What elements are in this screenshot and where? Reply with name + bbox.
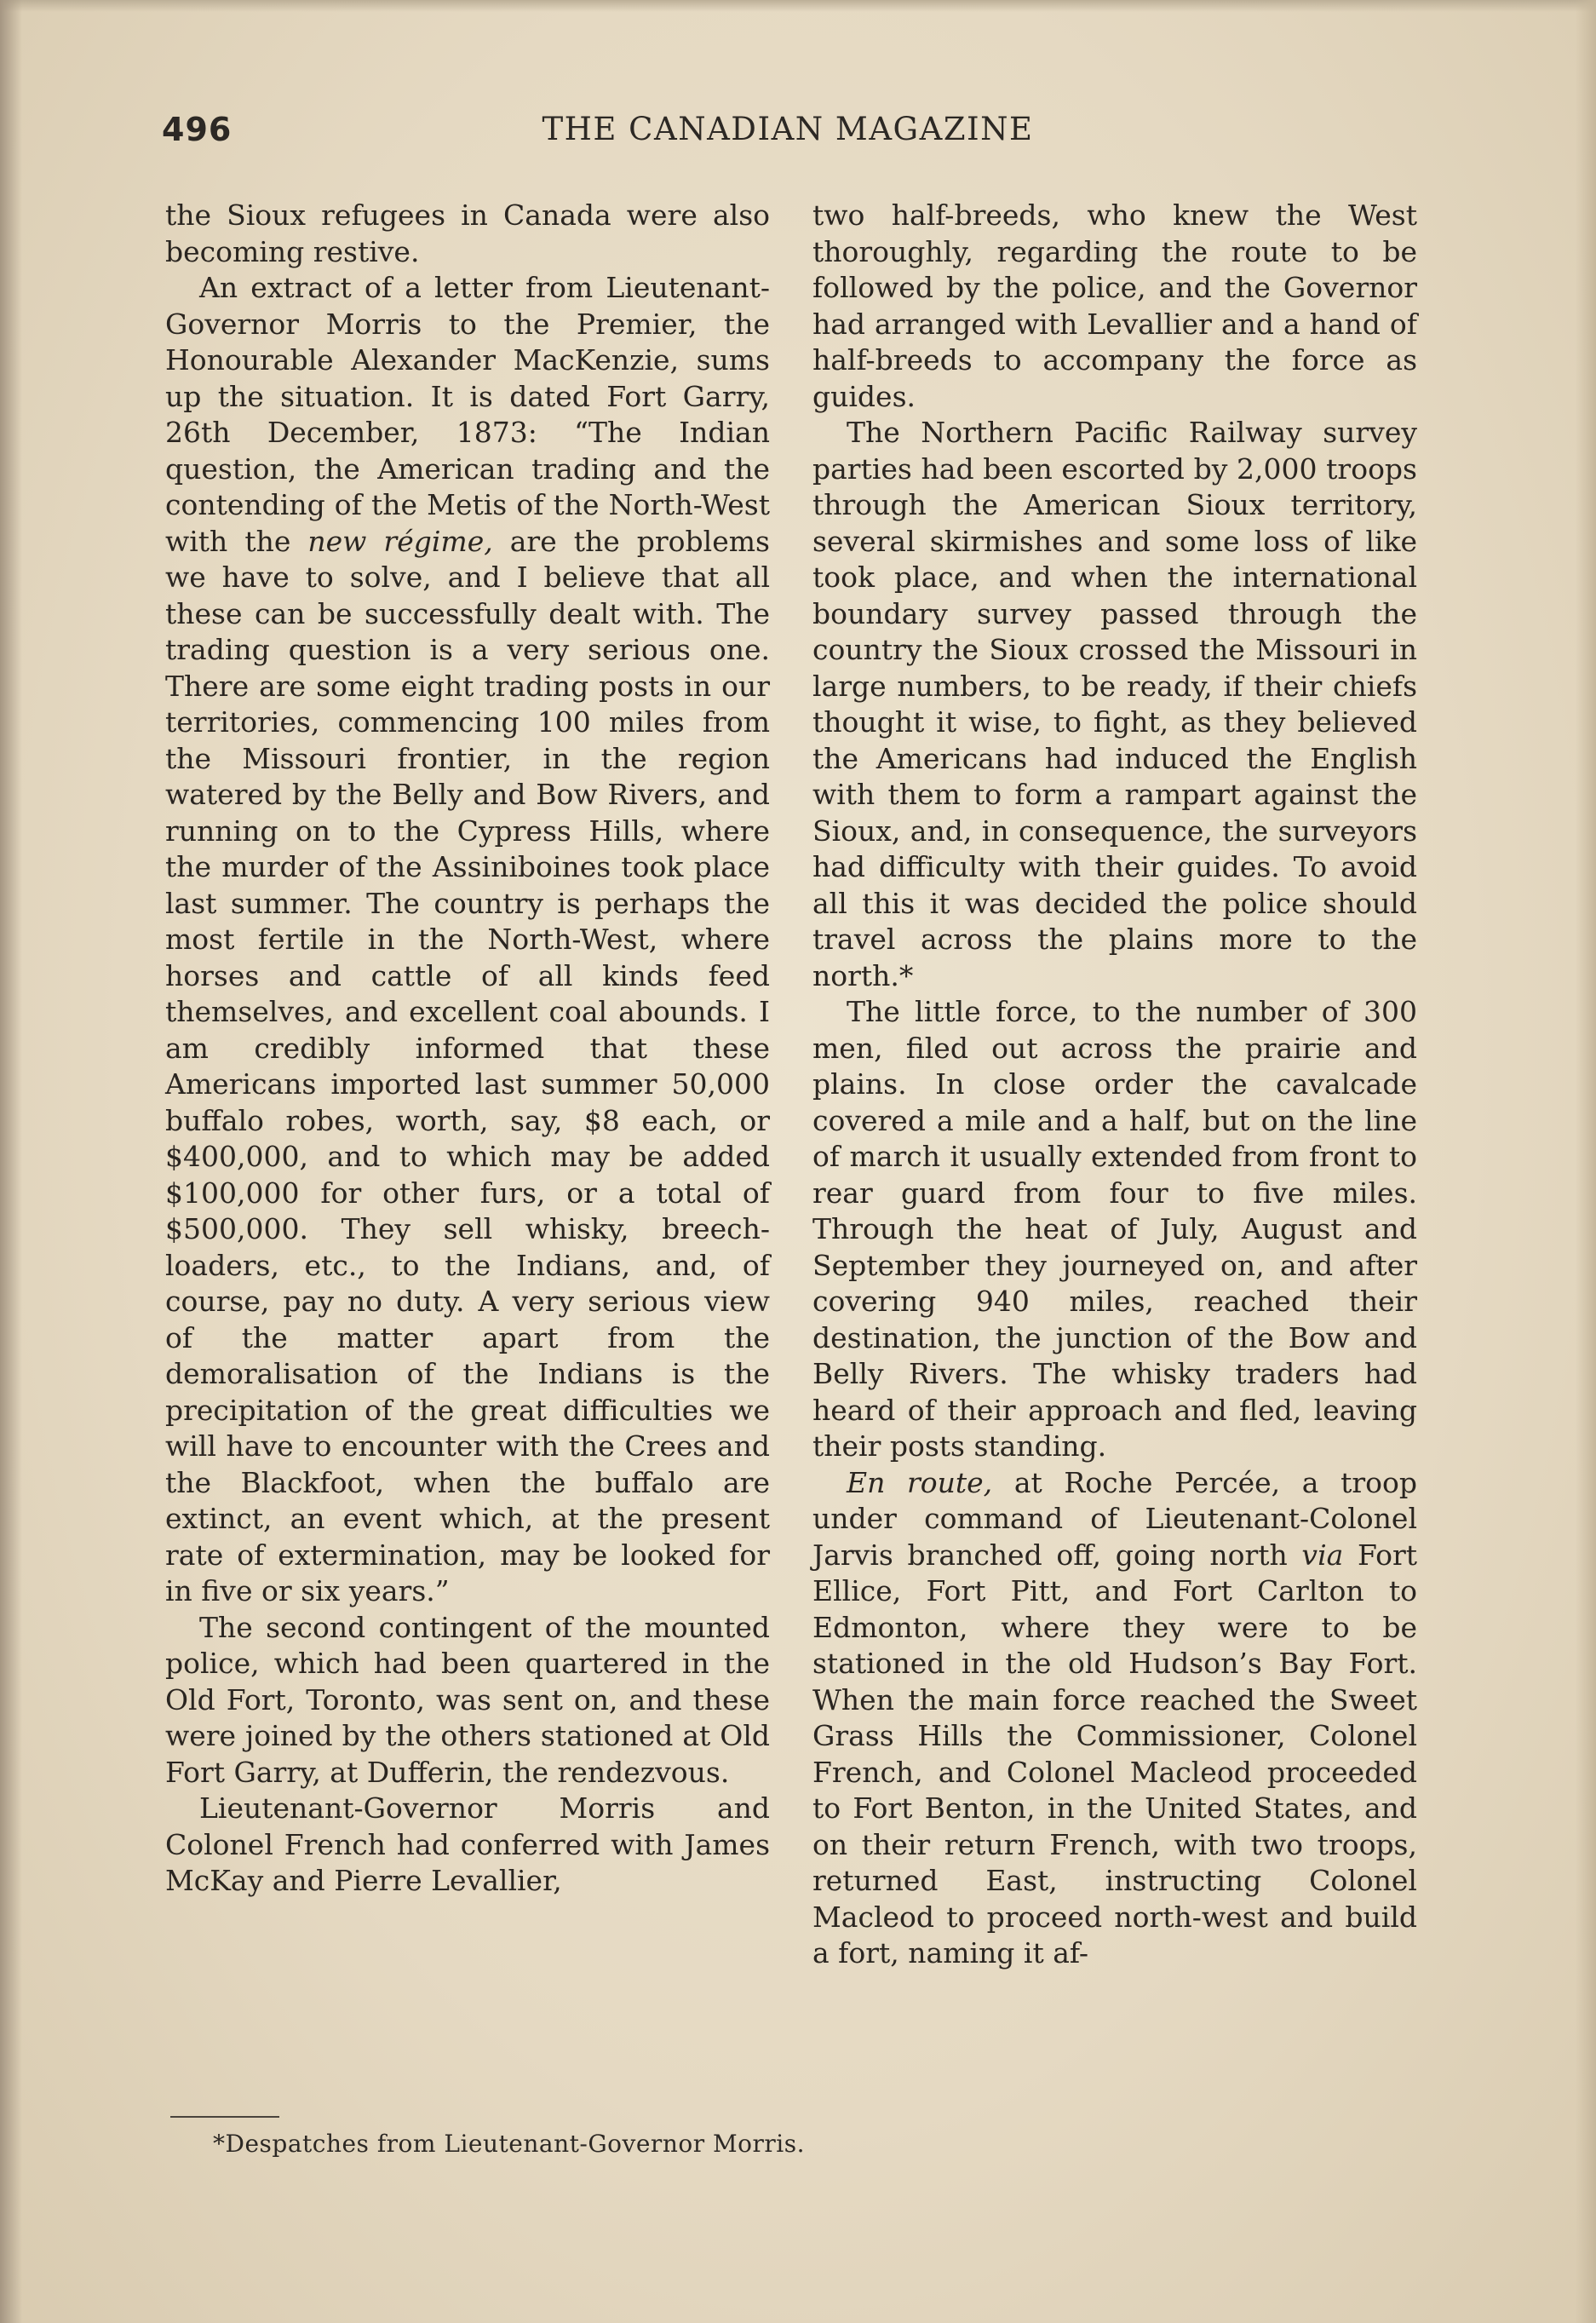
paragraph: Lieutenant-Governor Morris and Colonel French had conferred with James McKay and Pierre Levallier, xyxy=(165,1791,770,1897)
paragraph-text: Fort Ellice, Fort Pitt, and Fort Carlton to Edmonton, where they were to be stationed in the old Hudson’s Bay Fort. When the main force reached the Sweet Grass Hills the Commissioner, Colonel French, and Colonel Macleod proceeded to Fort Benton, in the United States, and on their return French, with two troops, returned East, instructing Colonel Macleod to proceed north-west and build a fort, naming it af- xyxy=(812,1538,1417,1969)
paragraph-text: An extract of a letter from Lieutenant-Governor Morris to the Premier, the Honourable Alexander MacKenzie, sums up the situation. It is dated Fort Garry, 26th December, 1873: “The Indian question, the American trading and the contending of the Metis of the North-West with the xyxy=(165,271,770,558)
paragraph xyxy=(812,1465,1417,1972)
italic-phrase: new régime, xyxy=(307,524,493,558)
right-column xyxy=(812,198,1417,1972)
page-number: 496 xyxy=(162,111,233,148)
paragraph: two half-breeds, who knew the West thoroughly, regarding the route to be followed by the police, and the Governor had arranged with Levallier and a hand of half-breeds to accompany the force as guides. xyxy=(812,198,1417,413)
running-head: THE CANADIAN MAGAZINE xyxy=(542,111,1034,147)
page-right-edge xyxy=(1576,0,1596,2323)
paragraph-text: are the problems we have to solve, and I believe that all these can be successfully dealt with. The trading question is a very serious one. There are some eight trading posts in our territories, commencing 100 miles from the Missouri frontier, in the region watered by the Belly and Bow Rivers, and running on to the Cypress Hills, where the murder of the Assiniboines took place last summer. The country is perhaps the most fertile in the North-West, where horses and cattle of all kinds feed themselves, and excellent coal abounds. I am credibly informed that these Americans imported last summer 50,000 buffalo robes, worth, say, $8 each, or $400,000, and to which may be added $100,000 for other furs, or a total of $500,000. They sell whisky, breech-loaders, etc., to the Indians, and, of course, pay no duty. A very serious view of the matter apart from the demoralisation of the Indians is the precipitation of the great difficulties we will have to encounter with the Crees and the Blackfoot, when the buffalo are extinct, an event which, at the present rate of extermination, may be looked for in five or six years.” xyxy=(165,524,770,1607)
footnote-rule xyxy=(170,2116,279,2118)
page-left-edge xyxy=(0,0,22,2323)
italic-phrase: via xyxy=(1301,1538,1344,1572)
italic-phrase: En route, xyxy=(847,1465,993,1499)
page-top-edge xyxy=(0,0,1596,12)
paragraph: The little force, to the number of 300 men, filed out across the prairie and plains. In close order the cavalcade covered a mile and a half, but on the line of march it usually extended from front to rear guard from four to five miles. Through the heat of July, August and September they journeyed on, and after covering 940 miles, reached their destination, the junction of the Bow and Belly Rivers. The whisky traders had heard of their approach and fled, leaving their posts standing. xyxy=(812,995,1417,1463)
left-column xyxy=(165,198,770,1900)
paragraph: the Sioux refugees in Canada were also becoming restive. xyxy=(165,198,770,268)
paragraph-text: at Roche Percée, a troop under command of Lieutenant-Colonel Jarvis branched off, going north xyxy=(812,1465,1417,1572)
footnote: *Despatches from Lieutenant-Governor Morris. xyxy=(213,2130,806,2158)
paragraph xyxy=(165,270,770,1610)
paragraph: The Northern Pacific Railway survey parties had been escorted by 2,000 troops through the American Sioux territory, several skirmishes and some loss of like took place, and when the international boundary survey passed through the country the Sioux crossed the Missouri in large numbers, to be ready, if their chiefs thought it wise, to fight, as they believed the Americans had induced the English with them to form a rampart against the Sioux, and, in consequence, the surveyors had difficulty with their guides. To avoid all this it was decided the police should travel across the plains more to the north.* xyxy=(812,416,1417,992)
paragraph: The second contingent of the mounted police, which had been quartered in the Old Fort, Toronto, was sent on, and these were joined by the others stationed at Old Fort Garry, at Dufferin, the rendezvous. xyxy=(165,1610,770,1789)
page-header xyxy=(162,111,1414,162)
